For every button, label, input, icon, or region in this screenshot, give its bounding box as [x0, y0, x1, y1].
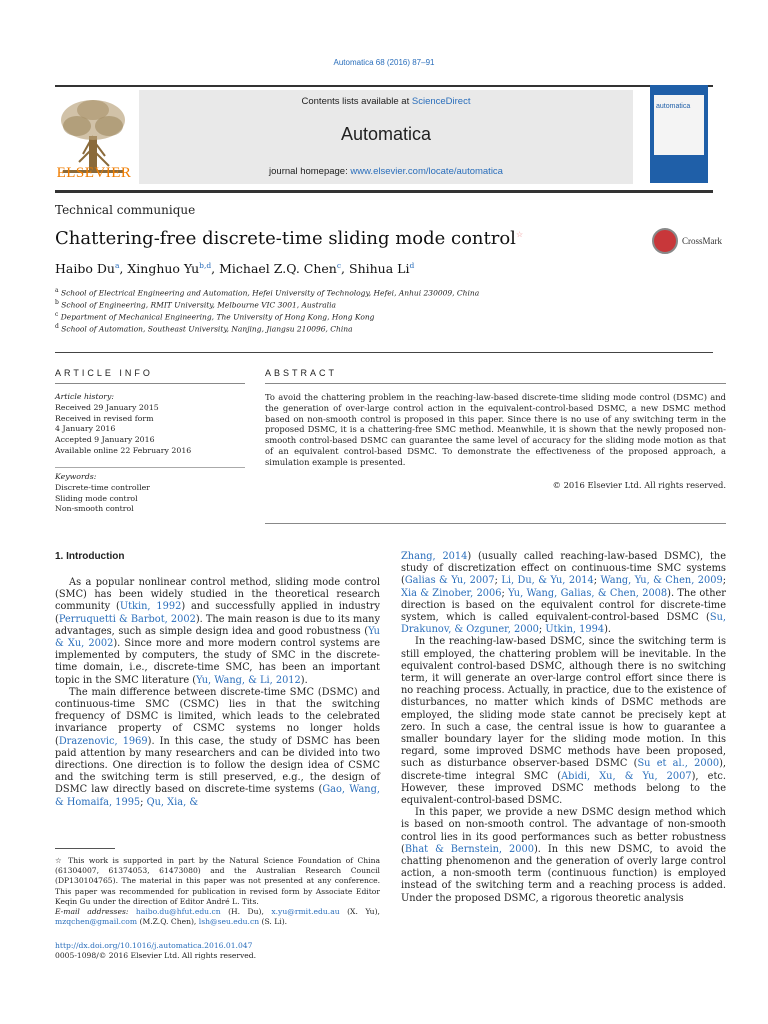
contents-prefix: Contents lists available at: [301, 96, 410, 107]
citation-link[interactable]: Qu, Xia, &: [146, 796, 199, 808]
text-run: ;: [593, 575, 601, 587]
email-owner: (H. Du),: [228, 907, 264, 917]
affiliation-text: School of Automation, Southeast University, Nanjing, Jiangsu 210096, China: [61, 324, 353, 334]
body-right-column: [401, 551, 726, 905]
journal-banner: [139, 90, 633, 184]
crossmark-icon: [652, 228, 678, 254]
header-top-rule: [55, 85, 713, 87]
keywords: [55, 472, 150, 515]
text-run: The main difference between discrete-time SMC (DSMC) and continuous-time SMC (CSMC) lies in that the switching frequency of DSMC is limited, which leads to the celebrated invariance property of CSMC systems no longer holds (: [55, 686, 380, 747]
title-footnote-mark[interactable]: ☆: [515, 230, 524, 239]
journal-title: Automatica: [340, 124, 432, 144]
section-type: Technical communique: [55, 203, 196, 217]
citation-link[interactable]: Zhang, 2014: [401, 551, 468, 562]
journal-citation[interactable]: Automatica 68 (2016) 87–91: [333, 58, 435, 67]
history-item: Accepted 9 January 2016: [55, 435, 155, 445]
author-aff-mark[interactable]: d: [409, 261, 415, 270]
text-run: ). The other direction is based on the equivalent control for discrete-time system, which is called equivalent-control-based DSMC (: [401, 587, 726, 624]
crossmark-badge[interactable]: [652, 228, 752, 258]
affiliation-text: School of Engineering, RMIT University, Melbourne VIC 3001, Australia: [61, 300, 336, 310]
text-run: ) and successfully applied in industry (: [55, 601, 380, 625]
email-owner: (M.Z.Q. Chen),: [139, 917, 197, 927]
text-run: ;: [140, 796, 147, 808]
citation-link[interactable]: Xia & Zinober, 2006: [401, 587, 502, 599]
text-run: ).: [604, 624, 612, 636]
history-label: Article history:: [55, 392, 115, 401]
info-top-rule: [55, 352, 713, 353]
email-link[interactable]: lsh@seu.edu.cn: [198, 917, 260, 927]
sciencedirect-link[interactable]: ScienceDirect: [411, 96, 471, 107]
citation-link[interactable]: Su, Drakunov, & Ozguner, 2000: [401, 612, 726, 636]
paragraph: [401, 807, 726, 905]
doi-issn-block: [55, 941, 256, 961]
text-run: ).: [300, 674, 308, 686]
email-owner: (X. Yu),: [347, 907, 380, 917]
author-name[interactable]: Shihua Li: [349, 261, 410, 277]
article-title: [55, 228, 523, 249]
affiliation-text: School of Electrical Engineering and Automation, Hefei University of Technology, Hefei, Anhui 230009, China: [60, 288, 480, 298]
text-run: ). The main reason is due to its many advantages, such as simple design idea and good robustness (: [55, 613, 380, 637]
keyword[interactable]: Non-smooth control: [55, 504, 134, 514]
keywords-rule: [55, 467, 245, 468]
abstract-rule: [265, 383, 726, 384]
text-run: As a popular nonlinear control method, sliding mode control (SMC) has been widely studied in the theoretical research community (: [55, 577, 380, 613]
text-run: ;: [538, 624, 546, 636]
email-link[interactable]: x.yu@rmit.edu.au: [271, 907, 340, 917]
issn-line: 0005-1098/© 2016 Elsevier Ltd. All rights reserved.: [55, 951, 257, 961]
abstract-copyright: © 2016 Elsevier Ltd. All rights reserved.: [552, 480, 726, 490]
author-name[interactable]: Michael Z.Q. Chen: [219, 261, 337, 277]
text-run: ;: [494, 575, 502, 587]
footnote-mark: ☆: [55, 856, 64, 865]
citation-link[interactable]: Wang, Yu, & Chen, 2009: [600, 575, 723, 587]
author-name[interactable]: Xinghuo Yu: [127, 261, 200, 277]
affiliation: [55, 299, 336, 310]
email-label: E-mail addresses:: [55, 907, 129, 917]
citation-link[interactable]: Bhat & Bernstein, 2000: [404, 843, 534, 855]
keyword[interactable]: Sliding mode control: [55, 493, 138, 503]
citation-link[interactable]: Utkin, 1994: [545, 624, 605, 636]
history-item: Received 29 January 2015: [55, 402, 159, 412]
homepage-prefix: journal homepage:: [269, 166, 348, 177]
abstract-heading: ABSTRACT: [265, 368, 338, 378]
text-run: ). In this new DSMC, to avoid the chatting phenomenon and the generation of overly large control action, a non-smooth term (continuous function) is employed instead of the switching term and a reaching process is added. Under the proposed DSMC, a rigorous theoretic analysis: [401, 843, 727, 904]
citation-link[interactable]: Yu & Xu, 2002: [55, 625, 380, 650]
affiliation-mark: d: [55, 323, 59, 330]
author-aff-mark[interactable]: c: [336, 261, 342, 270]
author-aff-mark[interactable]: b,d: [199, 261, 212, 270]
text-run: ) (usually called reaching-law-based DSMC), the study of discretization effect on continuous-time SMC systems (: [401, 551, 726, 587]
footnote-rule: [55, 848, 115, 849]
paragraph: [401, 636, 726, 807]
article-title-text: Chattering-free discrete-time sliding mode control: [55, 228, 516, 249]
citation-link[interactable]: Utkin, 1992: [119, 601, 182, 613]
citation-link[interactable]: Drazenovic, 1969: [58, 735, 148, 747]
article-info-heading: ARTICLE INFO: [55, 368, 153, 378]
text-run: In this paper, we provide a new DSMC design method which is based on non-smooth control. The advantage of non-smooth control lies in its good performances such as better robustness (: [401, 807, 726, 855]
citation-link[interactable]: Abidi, Xu, & Yu, 2007: [561, 770, 692, 782]
article-history: [55, 392, 191, 457]
cover-title: automatica: [656, 103, 691, 110]
keyword[interactable]: Discrete-time controller: [55, 482, 150, 492]
funding-footnote: [55, 856, 380, 927]
affiliation-text: Department of Mechanical Engineering, The University of Hong Kong, Hong Kong: [60, 312, 375, 322]
elsevier-wordmark: ELSEVIER: [56, 165, 132, 181]
paragraph: [55, 577, 380, 687]
history-item: 4 January 2016: [55, 424, 116, 434]
affiliation: [55, 287, 479, 298]
citation-link[interactable]: Yu, Wang, Galias, & Chen, 2008: [508, 587, 668, 599]
email-owner: (S. Li).: [261, 917, 288, 927]
citation-link[interactable]: Yu, Wang, & Li, 2012: [196, 674, 301, 686]
affiliation-mark: b: [55, 299, 59, 306]
journal-homepage-link[interactable]: www.elsevier.com/locate/automatica: [350, 166, 503, 177]
crossmark-label: CrossMark: [682, 236, 722, 246]
text-run: In the reaching-law-based DSMC, since the switching term is still employed, the chattering problem will be inevitable. In the equivalent control-based DSMC, although there is no switching term, it will generate an over-large control effort since there is no reaching process. Actually, in practice, due to the existence of disturbances, no matter which kinds of DSMC methods are employed, the sliding mode state cannot be precisely kept at zero. In such a case, the central issue is how to guarantee a smaller boundary layer for the sliding mode motion. In this regard, some improved DSMC methods have been proposed, such as disturbance observer-based DSMC (: [401, 636, 726, 770]
info-rule: [55, 383, 245, 384]
text-run: ). Since more and more modern control systems are implemented by computers, the study of SMC in the discrete-time domain, i.e., discrete-time SMC, has been an important topic in the SMC literature (: [55, 638, 381, 686]
affiliation-mark: a: [55, 287, 59, 294]
email-line: [55, 907, 380, 927]
contents-line: [139, 96, 633, 107]
text-run: ;: [722, 575, 727, 587]
text-run: ;: [501, 587, 509, 599]
footnote-text: This work is supported in part by the Natural Science Foundation of China (61304007, 61374053, 61473080) and the Australian Research Council (DP130104765). The material in this paper was not presented at any conference. This paper was recommended for publication in revised form by Associate Editor Keqin Gu under the direction of Editor André L. Tits.: [55, 856, 380, 906]
header-bottom-rule: [55, 190, 713, 193]
text-run: ), discrete-time integral SMC (: [401, 758, 727, 782]
text-run: ), etc. However, these improved DSMC methods belong to the equivalent-control-based DSMC.: [401, 770, 726, 807]
email-link[interactable]: mzqchen@gmail.com: [55, 917, 138, 927]
author-list: Haibo Du$^a$, Xinghuo Yu$^{b,d}$, Michael Z.Q. Chen$^c$, Shihua Li$^d$: [55, 261, 415, 277]
history-item: Available online 22 February 2016: [55, 445, 192, 455]
citation-link[interactable]: Gao, Wang, & Homaifa, 1995: [55, 784, 380, 808]
citation-link[interactable]: Su et al., 2000: [637, 758, 720, 770]
journal-cover-image[interactable]: [650, 85, 708, 183]
citation-link[interactable]: Perruquetti & Barbot, 2002: [58, 613, 196, 625]
paragraph: [55, 687, 380, 809]
history-item: Received in revised form: [55, 413, 154, 423]
abstract-bottom-rule: [265, 523, 726, 524]
author-name[interactable]: Haibo Du: [55, 261, 115, 277]
introduction-heading: 1. Introduction: [55, 551, 125, 562]
citation-link[interactable]: Li, Du, & Yu, 2014: [501, 575, 594, 587]
author-aff-mark[interactable]: a: [114, 261, 120, 270]
homepage-line: [139, 166, 633, 177]
doi-link[interactable]: http://dx.doi.org/10.1016/j.automatica.2016.01.047: [55, 941, 253, 950]
text-run: ). In this case, the study of DSMC has been paid attention by many researchers and can be divided into two directions. One direction is to follow the design idea of CSMC and the switching term is still preserved, e.g., the design of DSMC law directly based on discrete-time systems (: [55, 735, 380, 796]
citation-link[interactable]: Galias & Yu, 2007: [404, 575, 495, 587]
affiliation-mark: c: [55, 311, 59, 318]
email-link[interactable]: haibo.du@hfut.edu.cn: [135, 907, 221, 917]
keywords-label: Keywords:: [55, 472, 97, 481]
body-left-column: [55, 577, 380, 809]
paragraph: [401, 551, 726, 636]
affiliation: [55, 311, 374, 322]
affiliation: [55, 323, 353, 334]
abstract-text: To avoid the chattering problem in the reaching-law-based discrete-time sliding mode control (DSMC) and the generation of over-large control action in the equivalent-control-based DSMC, a new DSMC method based on non-smooth control is proposed in this paper. Since there is no use of any switching term in the proposed DSMC, it is a chattering-free SMC method. Meanwhile, it is shown that the newly proposed non-smooth control-based DSMC can guarantee the same level of accuracy for the sliding mode motion as that of an equivalent control-based DSMC. To demonstrate the effectiveness of the proposed approach, a simulation example is presented.: [265, 392, 726, 467]
